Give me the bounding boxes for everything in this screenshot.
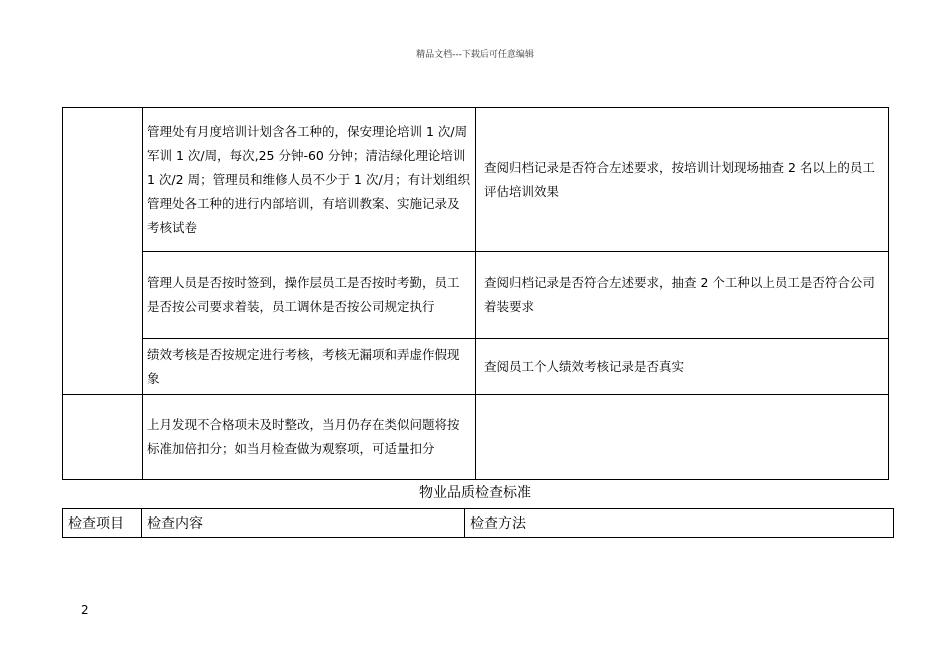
table-row: [63, 395, 889, 480]
content-cell: 管理处有月度培训计划含各工种的，保安理论培训 1 次/周军训 1 次/周，每次,25 分钟-60 分钟；清洁绿化理论培训 1 次/2 周；管理员和维修人员不少于 1 次/月；有计划组织管理处各工种的进行内部培训，有培训教案、实施记录及考核试卷: [143, 108, 476, 252]
page-header: 精品文档---下载后可任意编辑: [416, 50, 534, 60]
header-item: 检查项目: [63, 509, 142, 538]
table-row: [63, 252, 889, 339]
item-cell: [63, 108, 143, 395]
method-cell: 查阅归档记录是否符合左述要求，抽查 2 个工种以上员工是否符合公司着装要求: [476, 252, 889, 339]
standards-table: [62, 107, 889, 480]
method-cell: [476, 395, 889, 480]
content-cell: 绩效考核是否按规定进行考核，考核无漏项和弄虚作假现象: [143, 339, 476, 395]
header-table: [62, 508, 894, 538]
table-row: [63, 339, 889, 395]
section-title: 物业品质检查标准: [419, 485, 531, 501]
content-cell: 上月发现不合格项未及时整改，当月仍存在类似问题将按标准加倍扣分；如当月检查做为观察项，可适量扣分: [143, 395, 476, 480]
method-cell: 查阅归档记录是否符合左述要求，按培训计划现场抽查 2 名以上的员工评估培训效果: [476, 108, 889, 252]
header-content: 检查内容: [142, 509, 465, 538]
item-cell: [63, 395, 143, 480]
page-number: 2: [81, 603, 89, 617]
content-cell: 管理人员是否按时签到，操作层员工是否按时考勤，员工是否按公司要求着装，员工调休是否按公司规定执行: [143, 252, 476, 339]
method-cell: 查阅员工个人绩效考核记录是否真实: [476, 339, 889, 395]
table-header-row: [63, 509, 894, 538]
header-method: 检查方法: [465, 509, 894, 538]
table-row: [63, 108, 889, 252]
